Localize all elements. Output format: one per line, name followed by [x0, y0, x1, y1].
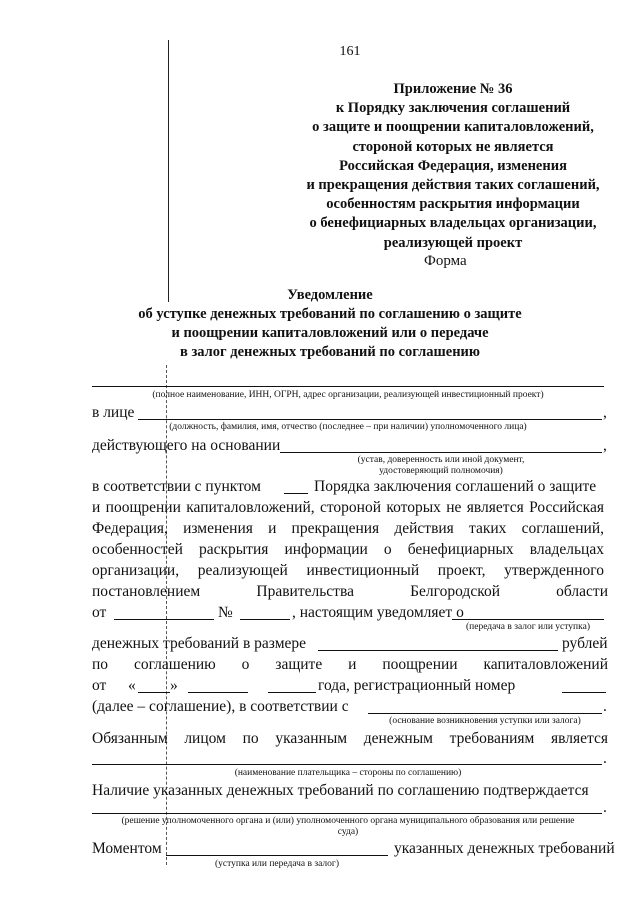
day-field[interactable] [138, 692, 170, 693]
para3-text: Обязанным лицом по указанным денежным требованиям является [92, 730, 608, 747]
moment-field[interactable] [166, 855, 388, 856]
para2-text: » [170, 677, 178, 694]
appendix-line: о защите и поощрении капиталовложений, [312, 119, 594, 136]
basis-field[interactable] [280, 452, 602, 453]
date-field[interactable] [114, 619, 214, 620]
para1-text: от [92, 604, 107, 621]
amount-field[interactable] [318, 650, 558, 651]
para1-text: и поощрении капиталовложений, стороной которых не является Российская [92, 499, 604, 516]
para1-text: организации, реализующей инвестиционный проект, утвержденного [92, 562, 604, 579]
appendix-line: к Порядку заключения соглашений [335, 100, 571, 117]
para1-text: Федерация, изменения и прекращения действия таких соглашений, [92, 520, 604, 537]
para1-text: постановлением Правительства Белгородской области [92, 583, 608, 600]
comma: , [603, 404, 607, 421]
scan-artifact-line [168, 40, 169, 302]
para1-text: в соответствии с пунктом [92, 478, 261, 495]
reason-field[interactable] [368, 713, 602, 714]
title-line: и поощрении капиталовложений или о передаче [171, 325, 489, 341]
basis-hint: (устав, доверенность или иной документ, [357, 455, 525, 465]
title-line: Уведомление [287, 287, 373, 303]
appendix-line: реализующей проект [383, 234, 523, 251]
para2-text: года, регистрационный номер [318, 677, 516, 694]
dot: . [603, 698, 607, 715]
appendix-line: и прекращения действия таких соглашений, [306, 177, 600, 194]
title-line: об уступке денежных требований по соглашению о защите [138, 306, 522, 322]
year-field[interactable] [268, 692, 316, 693]
number-field[interactable] [240, 619, 290, 620]
para4-text: Наличие указанных денежных требований по соглашению подтверждается [92, 782, 589, 799]
appendix-line: особенностям раскрытия информации [326, 196, 580, 213]
org-name-field[interactable] [92, 386, 604, 387]
in-person-label: в лице [92, 404, 135, 421]
decision-hint: (решение уполномоченного органа и (или) уполномоченного органа муниципального образования или решение [121, 816, 575, 826]
payer-hint: (наименование плательщика – стороны по соглашению) [234, 768, 462, 778]
para1-text: , настоящим уведомляет о [292, 604, 464, 621]
page-number: 161 [339, 44, 361, 59]
transfer-type-hint: (передача в залог или уступка) [466, 622, 590, 632]
person-field[interactable] [138, 419, 602, 420]
person-hint: (должность, фамилия, имя, отчество (последнее – при наличии) уполномоченного лица) [169, 422, 527, 432]
para5-text: указанных денежных требований [394, 840, 615, 857]
comma: , [603, 437, 607, 454]
dot: . [603, 799, 607, 816]
appendix-line: Приложение № 36 [393, 81, 513, 97]
basis-hint: удостоверяющий полномочия) [379, 466, 503, 476]
month-field[interactable] [188, 692, 248, 693]
para2-text: по соглашению о защите и поощрении капиталовложений [92, 656, 608, 673]
para2-text: « [128, 677, 136, 694]
reason-hint: (основание возникновения уступки или залога) [389, 716, 581, 726]
appendix-heading [268, 80, 638, 253]
dot: . [603, 750, 607, 767]
transfer-type-field[interactable] [452, 619, 604, 620]
para2-text: (далее – соглашение), в соответствии с [92, 698, 349, 715]
para2-text: от [92, 677, 107, 694]
clause-number-field[interactable] [284, 493, 308, 494]
para5-text: Моментом [92, 840, 162, 857]
appendix-line: стороной которых не является [352, 138, 554, 155]
registration-number-field[interactable] [562, 692, 606, 693]
para1-text: особенностей раскрытия информации о бенефициарных владельцах [92, 541, 604, 558]
acting-label: действующего на основании [92, 437, 281, 454]
org-name-hint: (полное наименование, ИНН, ОГРН, адрес организации, реализующей инвестиционный проект) [152, 390, 544, 400]
form-label: Форма [424, 253, 467, 269]
para1-text: № [218, 604, 233, 621]
decision-hint: суда) [337, 827, 359, 837]
moment-hint: (уступка или передача в залог) [215, 859, 339, 869]
para2-text: рублей [562, 635, 608, 652]
notice-title [70, 286, 590, 362]
title-line: в залог денежных требований по соглашению [179, 344, 480, 360]
appendix-line: Российская Федерация, изменения [339, 157, 567, 174]
decision-field[interactable] [92, 813, 602, 814]
appendix-line: о бенефициарных владельцах организации, [309, 215, 597, 232]
payer-field[interactable] [92, 764, 602, 765]
para2-text: денежных требований в размере [92, 635, 307, 652]
para1-text: Порядка заключения соглашений о защите [314, 478, 597, 495]
